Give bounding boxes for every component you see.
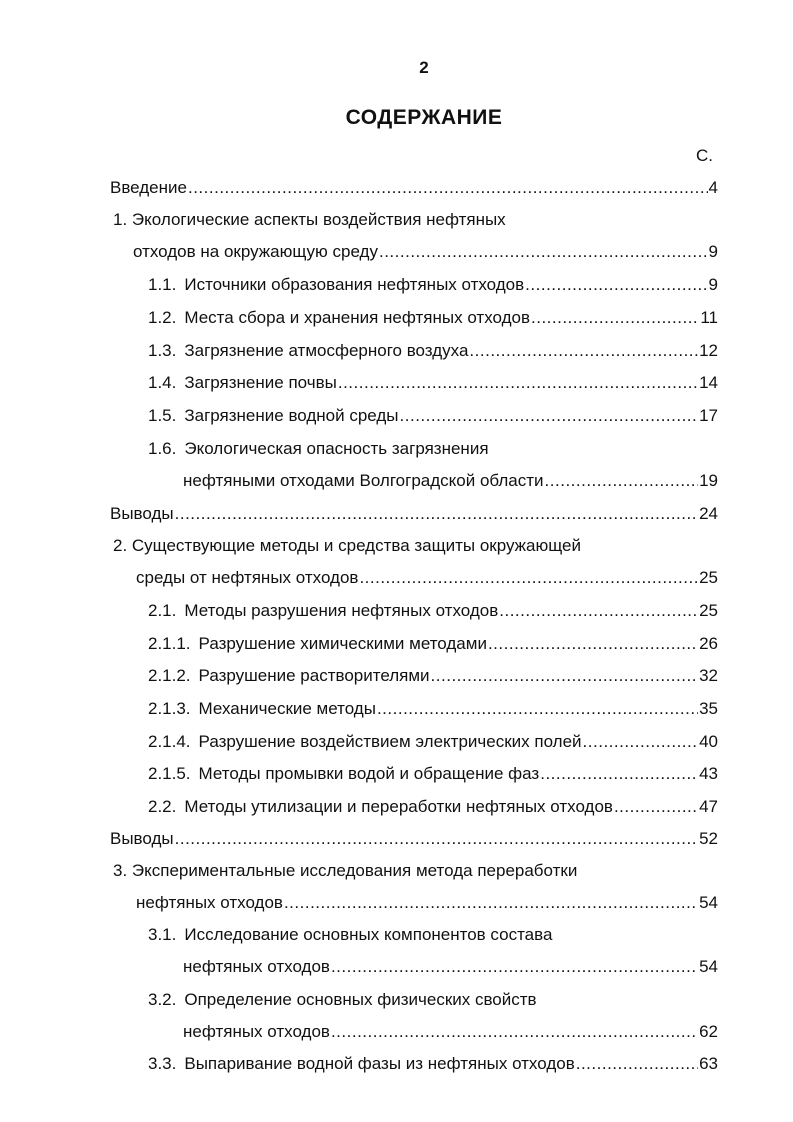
entry-number: 2.1.5. xyxy=(148,764,191,783)
entry-number: 3.3. xyxy=(148,1054,177,1073)
entry-number: 3.2. xyxy=(148,990,177,1009)
toc-chapter-2-heading[interactable]: 2. Существующие методы и средства защиты окружающей xyxy=(113,536,582,555)
entry-number: 1.6. xyxy=(148,439,177,458)
toc-entry-2-1-2[interactable] xyxy=(148,665,718,687)
entry-number: 2.1.4. xyxy=(148,732,191,751)
page-column-label: С. xyxy=(696,146,713,165)
entry-number: 1.1. xyxy=(148,275,177,294)
entry-label: Загрязнение водной среды xyxy=(184,406,399,425)
entry-page: 63 xyxy=(699,1054,718,1073)
dot-leader xyxy=(359,567,698,589)
toc-entry-1-6-heading[interactable] xyxy=(148,438,489,460)
entry-page: 54 xyxy=(699,957,718,976)
entry-label: Определение основных физических свойств xyxy=(184,990,537,1009)
entry-number: 3.1. xyxy=(148,925,177,944)
dot-leader xyxy=(338,372,698,394)
dot-leader xyxy=(540,763,698,785)
toc-entry-2-1-5[interactable] xyxy=(148,763,718,785)
entry-number: 1.3. xyxy=(148,341,177,360)
entry-number: 2.1.2. xyxy=(148,666,191,685)
toc-entry-2-1[interactable] xyxy=(148,600,718,622)
toc-entry-3-3[interactable] xyxy=(148,1053,718,1075)
entry-number: 2.1. xyxy=(148,601,177,620)
dot-leader xyxy=(175,828,698,850)
toc-entry-1-3[interactable] xyxy=(148,340,718,362)
entry-label: нефтяных отходов xyxy=(183,957,330,976)
entry-number: 2.1.3. xyxy=(148,699,191,718)
entry-label: Разрушение воздействием электрических полей xyxy=(198,732,582,751)
toc-entry-2-2[interactable] xyxy=(148,796,718,818)
dot-leader xyxy=(525,274,707,296)
toc-entry-2-1-1[interactable] xyxy=(148,633,718,655)
entry-page: 47 xyxy=(699,797,718,816)
toc-entry-conclusions-2[interactable] xyxy=(110,828,718,850)
toc-entry-1-5[interactable] xyxy=(148,405,718,427)
entry-page: 24 xyxy=(699,504,718,523)
entry-page: 52 xyxy=(699,829,718,848)
dot-leader xyxy=(188,177,708,199)
entry-page: 54 xyxy=(699,893,718,912)
toc-entry-chapter-3[interactable] xyxy=(136,892,718,914)
entry-label: Методы утилизации и переработки нефтяных отходов xyxy=(184,797,613,816)
toc-entry-3-1[interactable] xyxy=(183,956,718,978)
entry-label: Источники образования нефтяных отходов xyxy=(184,275,525,294)
entry-page: 12 xyxy=(699,341,718,360)
dot-leader xyxy=(331,1021,698,1043)
entry-label: Загрязнение почвы xyxy=(184,373,337,392)
entry-label: Экологическая опасность загрязнения xyxy=(184,439,489,458)
entry-label: Места сбора и хранения нефтяных отходов xyxy=(184,308,530,327)
entry-number: 1.5. xyxy=(148,406,177,425)
entry-label: нефтяными отходами Волгоградской области xyxy=(183,471,544,490)
entry-label: Выпаривание водной фазы из нефтяных отходов xyxy=(184,1054,575,1073)
dot-leader xyxy=(499,600,698,622)
dot-leader xyxy=(431,665,699,687)
entry-label: Разрушение растворителями xyxy=(198,666,430,685)
entry-page: 35 xyxy=(699,699,718,718)
entry-page: 25 xyxy=(699,601,718,620)
entry-number: 1.4. xyxy=(148,373,177,392)
toc-entry-1-6[interactable] xyxy=(183,470,718,492)
entry-label: нефтяных отходов xyxy=(183,1022,330,1041)
entry-label: Методы промывки водой и обращение фаз xyxy=(198,764,540,783)
entry-label: Выводы xyxy=(110,504,174,523)
entry-label: среды от нефтяных отходов xyxy=(136,568,359,587)
dot-leader xyxy=(175,503,698,525)
entry-label: Введение xyxy=(110,178,187,197)
entry-page: 32 xyxy=(699,666,718,685)
entry-label: Загрязнение атмосферного воздуха xyxy=(184,341,469,360)
entry-number: 1.2. xyxy=(148,308,177,327)
toc-entry-introduction[interactable] xyxy=(110,177,718,199)
entry-label: Механические методы xyxy=(198,699,376,718)
toc-entry-chapter-1[interactable] xyxy=(133,241,718,263)
entry-page: 62 xyxy=(699,1022,718,1041)
dot-leader xyxy=(400,405,699,427)
toc-entry-1-2[interactable] xyxy=(148,307,718,329)
dot-leader xyxy=(583,731,699,753)
toc-entry-3-1-heading[interactable] xyxy=(148,924,552,946)
toc-entry-2-1-4[interactable] xyxy=(148,731,718,753)
entry-page: 25 xyxy=(699,568,718,587)
entry-number: 2.1.1. xyxy=(148,634,191,653)
toc-entry-3-2-heading[interactable] xyxy=(148,989,537,1011)
toc-chapter-3-heading[interactable]: 3. Экспериментальные исследования метода переработки xyxy=(113,861,578,880)
toc-entry-1-1[interactable] xyxy=(148,274,718,296)
entry-page: 40 xyxy=(699,732,718,751)
toc-entry-chapter-2[interactable] xyxy=(136,567,718,589)
dot-leader xyxy=(545,470,699,492)
entry-page: 9 xyxy=(708,242,718,261)
dot-leader xyxy=(469,340,698,362)
entry-page: 43 xyxy=(699,764,718,783)
dot-leader xyxy=(614,796,698,818)
entry-page: 11 xyxy=(700,308,718,327)
entry-label: Разрушение химическими методами xyxy=(198,634,487,653)
toc-entry-2-1-3[interactable] xyxy=(148,698,718,720)
entry-page: 26 xyxy=(699,634,718,653)
entry-label: Методы разрушения нефтяных отходов xyxy=(184,601,499,620)
entry-number: 2.2. xyxy=(148,797,177,816)
dot-leader xyxy=(488,633,698,655)
dot-leader xyxy=(331,956,698,978)
entry-page: 4 xyxy=(708,178,718,197)
entry-page: 14 xyxy=(699,373,718,392)
toc-chapter-1-heading[interactable]: 1. Экологические аспекты воздействия нефтяных xyxy=(113,210,506,229)
entry-label: Исследование основных компонентов состава xyxy=(184,925,553,944)
entry-page: 19 xyxy=(699,471,718,490)
entry-page: 17 xyxy=(699,406,718,425)
dot-leader xyxy=(576,1053,698,1075)
entry-label: Выводы xyxy=(110,829,174,848)
entry-label: нефтяных отходов xyxy=(136,893,283,912)
entry-label: отходов на окружающую среду xyxy=(133,242,378,261)
toc-entry-conclusions-1[interactable] xyxy=(110,503,718,525)
dot-leader xyxy=(284,892,698,914)
page-title: СОДЕРЖАНИЕ xyxy=(345,106,503,129)
page-number: 2 xyxy=(419,58,429,77)
dot-leader xyxy=(531,307,699,329)
toc-entry-3-2[interactable] xyxy=(183,1021,718,1043)
dot-leader xyxy=(377,698,698,720)
entry-page: 9 xyxy=(708,275,718,294)
toc-entry-1-4[interactable] xyxy=(148,372,718,394)
dot-leader xyxy=(379,241,708,263)
